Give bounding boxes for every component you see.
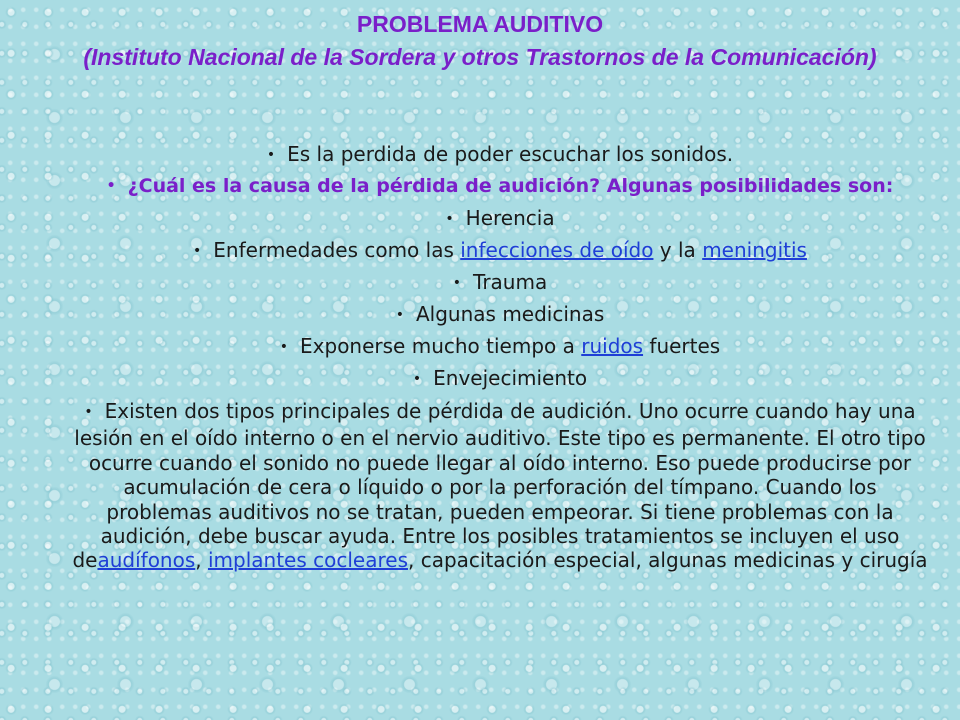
bullet-trauma: • Trauma (452, 270, 548, 294)
link-implantes-cocleares[interactable]: implantes cocleares (207, 548, 408, 573)
bullet-icon: • (412, 371, 422, 387)
bullet-ruidos: • Exponerse mucho tiempo a ruidos fuertes (279, 334, 721, 358)
bullet-icon: • (395, 307, 404, 323)
bullet-icon: • (106, 178, 116, 194)
bullet-icon: • (445, 211, 454, 227)
bullet-icon: • (452, 275, 462, 291)
bullet-paragraph: • Existen dos tipos principales de pérdida de audición. Uno ocurre cuando hay una lesión en el oído interno o en el nervio auditivo. Este tipo es permanente. El otro tipo ocurre cuando el sonido no puede llegar al oído interno. Eso puede producirse por acumulación de cera o líquido o por la perforación del tímpano. Cuando los problemas auditivos no se tratan, pueden empeorar. Si tiene problemas con la audición, debe buscar ayuda. Entre los posibles tratamientos se incluyen el uso deaudífonos, implantes cocleares, capacitación especial, algunas medicinas y cirugía (72, 399, 928, 573)
bullet-icon: • (193, 243, 202, 259)
slide-title (40, 8, 920, 74)
link-meningitis[interactable]: meningitis (702, 238, 807, 262)
bullet-medicinas: • Algunas medicinas (395, 302, 605, 326)
title-source: (Instituto Nacional de la Sordera y otros Trastornos de la Comunicación) (83, 44, 877, 70)
bullet-definition: • Es la perdida de poder escuchar los sonidos. (266, 142, 734, 166)
bullet-icon: • (84, 404, 93, 420)
link-audifonos[interactable]: audífonos (97, 548, 196, 573)
bullet-list (70, 143, 930, 573)
bullet-question: • ¿Cuál es la causa de la pérdida de audición? Algunas posibilidades son: (106, 175, 894, 197)
link-ruidos[interactable]: ruidos (581, 334, 644, 358)
bullet-icon: • (266, 147, 276, 163)
bullet-enfermedades: • Enfermedades como las infecciones de oído y la meningitis (193, 238, 807, 262)
bullet-icon: • (279, 339, 289, 355)
bullet-herencia: • Herencia (445, 206, 555, 230)
title-main: PROBLEMA AUDITIVO (356, 11, 604, 37)
bullet-envejecimiento: • Envejecimiento (412, 366, 588, 390)
link-infecciones-de-oido[interactable]: infecciones de oído (460, 238, 654, 262)
